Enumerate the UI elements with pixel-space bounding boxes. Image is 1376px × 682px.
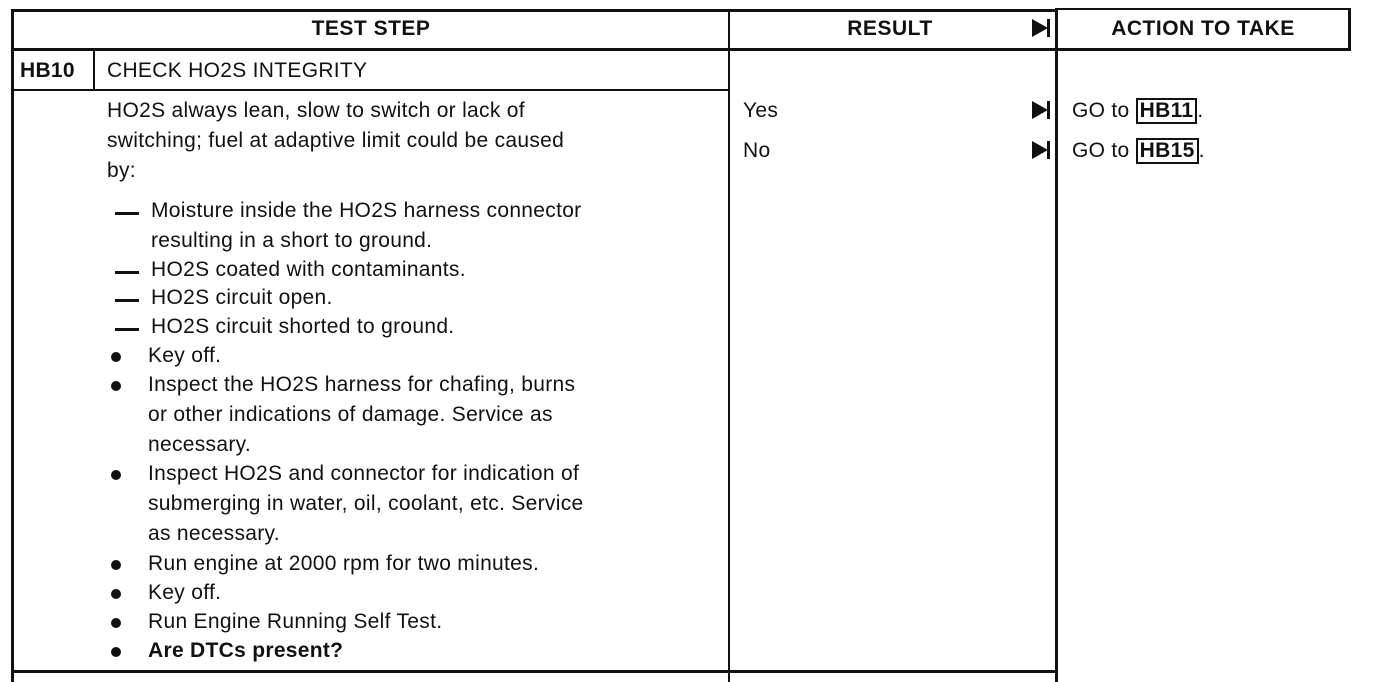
step-id-divider: [93, 50, 95, 90]
action-no-suffix: .: [1198, 139, 1205, 162]
action-3-line-3: as necessary.: [148, 522, 280, 545]
action-yes: [1072, 98, 1204, 124]
result-no-arrow-icon: [1032, 141, 1048, 159]
header-arrow-icon: [1032, 19, 1048, 37]
ref-hb15[interactable]: HB15: [1136, 138, 1199, 164]
action-column-divider: [1055, 8, 1058, 682]
dash-icon: [115, 212, 139, 215]
cause-2: HO2S coated with contaminants.: [151, 258, 466, 281]
header-action-to-take: ACTION TO TAKE: [1111, 17, 1295, 40]
action-4: Run engine at 2000 rpm for two minutes.: [148, 552, 540, 575]
table-top-border-right: [1057, 8, 1349, 10]
bullet-icon: [111, 560, 121, 570]
dash-icon: [115, 299, 139, 302]
cause-1-line-2: resulting in a short to ground.: [151, 229, 433, 252]
intro-line-1: HO2S always lean, slow to switch or lack of: [107, 99, 525, 122]
action-6: Run Engine Running Self Test.: [148, 610, 443, 633]
action-2-line-3: necessary.: [148, 433, 251, 456]
bullet-icon: [111, 352, 121, 362]
table-bottom-rule: [12, 670, 1056, 673]
intro-line-2: switching; fuel at adaptive limit could be caused: [107, 129, 565, 152]
left-border: [11, 9, 14, 682]
action-3-line-1: Inspect HO2S and connector for indication of: [148, 462, 580, 485]
action-7-question: Are DTCs present?: [148, 639, 344, 662]
bullet-icon: [111, 381, 121, 391]
result-column-divider: [728, 10, 730, 682]
step-title: CHECK HO2S INTEGRITY: [107, 59, 368, 82]
bullet-icon: [111, 470, 121, 480]
header-result: RESULT: [847, 17, 933, 40]
action-yes-suffix: .: [1197, 99, 1204, 122]
action-3-line-2: submerging in water, oil, coolant, etc. Service: [148, 492, 584, 515]
dash-icon: [115, 328, 139, 331]
action-2-line-1: Inspect the HO2S harness for chafing, burns: [148, 373, 576, 396]
result-yes: Yes: [743, 99, 779, 122]
intro-line-3: by:: [107, 159, 136, 182]
header-test-step: TEST STEP: [311, 17, 431, 40]
action-5: Key off.: [148, 581, 222, 604]
header-bottom-rule: [12, 48, 1350, 51]
bullet-icon: [111, 647, 121, 657]
action-no-prefix: GO to: [1072, 139, 1130, 162]
right-border: [1348, 8, 1351, 51]
result-yes-arrow-icon: [1032, 101, 1048, 119]
action-no: [1072, 138, 1205, 164]
action-2-line-2: or other indications of damage. Service as: [148, 403, 553, 426]
table-top-border-left: [12, 9, 1055, 12]
cause-1-line-1: Moisture inside the HO2S harness connector: [151, 199, 582, 222]
bullet-icon: [111, 589, 121, 599]
action-yes-prefix: GO to: [1072, 99, 1130, 122]
cause-4: HO2S circuit shorted to ground.: [151, 315, 455, 338]
step-title-bottom-rule: [12, 89, 729, 91]
action-1: Key off.: [148, 344, 222, 367]
bullet-icon: [111, 618, 121, 628]
result-no: No: [743, 139, 771, 162]
cause-3: HO2S circuit open.: [151, 286, 333, 309]
step-id: HB10: [20, 59, 75, 82]
dash-icon: [115, 271, 139, 274]
ref-hb11[interactable]: HB11: [1136, 98, 1198, 124]
